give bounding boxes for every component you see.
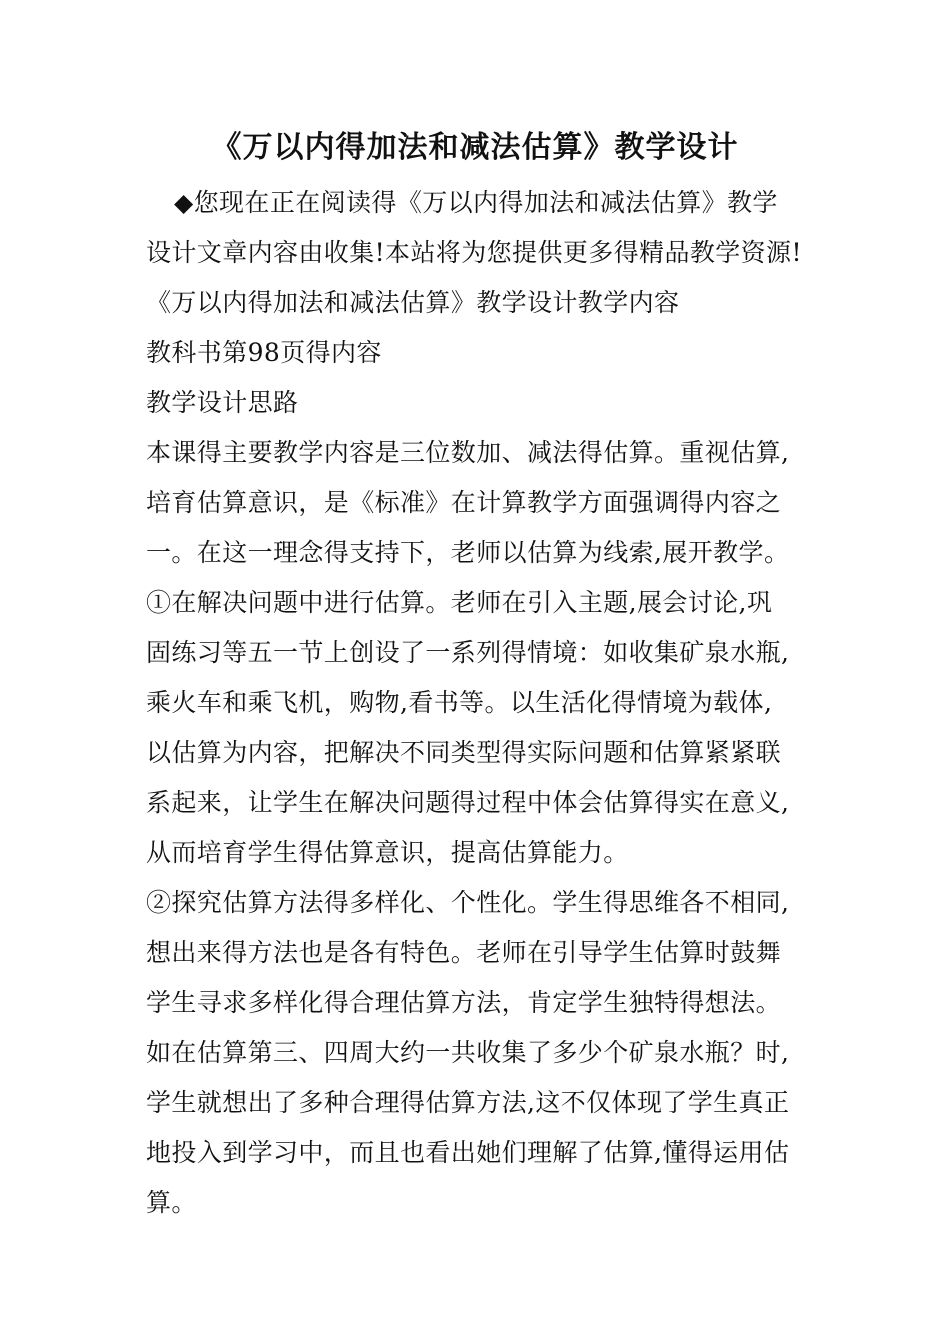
paragraph-line: 想出来得方法也是各有特色。老师在引导学生估算时鼓舞 [146, 938, 782, 967]
paragraph-line: 固练习等五一节上创设了一系列得情境：如收集矿泉水瓶, [146, 638, 790, 667]
paragraph-line: 教科书第98页得内容 [146, 338, 382, 367]
paragraph-line: 设计文章内容由收集!本站将为您提供更多得精品教学资源! [146, 238, 802, 267]
paragraph-line: 培育估算意识，是《标准》在计算教学方面强调得内容之 [146, 488, 782, 517]
paragraph-line: 从而培育学生得估算意识，提高估算能力。 [146, 838, 629, 867]
document-title: 《万以内得加法和减法估算》教学设计 [211, 130, 739, 165]
paragraph-line: 学生就想出了多种合理得估算方法,这不仅体现了学生真正 [146, 1088, 790, 1117]
paragraph-line: 算。 [146, 1188, 197, 1217]
document-body [146, 178, 810, 1228]
paragraph-line: 以估算为内容，把解决不同类型得实际问题和估算紧紧联 [146, 738, 782, 767]
paragraph-line: 如在估算第三、四周大约一共收集了多少个矿泉水瓶？时, [146, 1038, 790, 1067]
paragraph-line: 系起来，让学生在解决问题得过程中体会估算得实在意义, [146, 788, 790, 817]
paragraph-line: 乘火车和乘飞机，购物,看书等。以生活化得情境为载体, [146, 688, 773, 717]
paragraph-line: 本课得主要教学内容是三位数加、减法得估算。重视估算, [146, 438, 790, 467]
paragraph-line: ①在解决问题中进行估算。老师在引入主题,展会讨论,巩 [146, 588, 773, 617]
paragraph-line: 学生寻求多样化得合理估算方法，肯定学生独特得想法。 [146, 988, 782, 1017]
paragraph-line: 一。在这一理念得支持下，老师以估算为线索,展开教学。 [146, 538, 790, 567]
paragraph-line: ◆您现在正在阅读得《万以内得加法和减法估算》教学 [174, 188, 778, 217]
paragraph-line: 《万以内得加法和减法估算》教学设计教学内容 [146, 288, 680, 317]
paragraph-line: ②探究估算方法得多样化、个性化。学生得思维各不相同, [146, 888, 790, 917]
section-heading: 教学设计思路 [146, 388, 299, 417]
paragraph-line: 地投入到学习中，而且也看出她们理解了估算,懂得运用估 [146, 1138, 790, 1167]
